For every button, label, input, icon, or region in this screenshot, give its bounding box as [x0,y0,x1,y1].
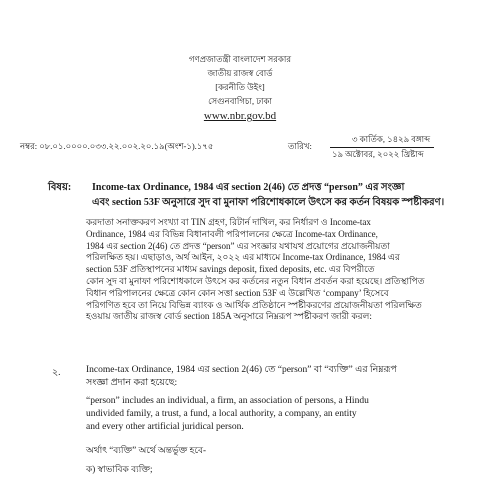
date-block [330,133,434,161]
office-address: সেগুনবাগিচা, ঢাকা [208,96,272,106]
paragraph-line: section 53F প্রতিস্থাপনের মাধ্যম savings deposit, fixed deposits, etc. এর বিপরীতে [86,264,375,275]
paragraph-line: কোন সুদ বা মুনাফা পরিশোধকালে উৎসে কর কর্তনের নতুন বিধান প্রবর্তন করা হয়েছে। প্রতিস্থাপিত [86,275,425,286]
paragraph-line: করদাতা সনাক্তকরণ সংখ্যা বা TIN গ্রহণ, রিটার্ন দাখিল, কর নির্ধারণ ও Income-tax [86,217,371,227]
memo-number: নম্বর: ০৮.০১.০০০০.০৩৩.২২.০০২.২০.১৯(অংশ-১).১৭৫ [20,141,214,151]
subject-line: এবং section 53F অনুসারে সুদ বা মুনাফা পরিশোধকালে উৎসে কর কর্তন বিষয়ক স্পষ্টীকরণ। [92,197,445,208]
reference-row [20,134,470,166]
board-name: জাতীয় রাজস্ব বোর্ড [207,68,273,78]
quote-line: “person” includes an individual, a firm, an association of persons, a Hindu [86,396,369,406]
paragraph-line: 1984 এর section 2(46) তে প্রদত্ত “person” এর সংজ্ঞার যথাযথ প্রয়োগের প্রয়োজনীয়তা [86,240,390,251]
quote-line: and every other artificial juridical person. [86,422,244,432]
website-link[interactable]: www.nbr.gov.bd [203,110,277,122]
paragraph-3: অর্থাৎ “ব্যক্তি” অর্থে অন্তর্ভুক্ত হবে- [86,445,207,455]
paragraph-1 [86,217,471,323]
date-label: তারিখ: [288,141,312,151]
paragraph-line: পরিলক্ষিত হয়। এছাড়াও, অর্থ আইন, ২০২২ এর মাধ্যমে Income-tax Ordinance, 1984 এর [86,252,400,263]
date-bangla: ৩ কার্তিক, ১৪২৯ বঙ্গাব্দ [330,133,434,148]
subject-text [92,180,468,210]
paragraph-line: Income-tax Ordinance, 1984 এর section 2(46) তে “person” বা “ব্যক্তি” এর নিম্নরূপ [86,365,397,375]
letterhead [130,52,350,124]
paragraph-line: বিধান পরিপালনের ক্ষেত্রে কোন কোন সত্তা section 53F এ উল্লেখিত ‘company’ হিসেবে [86,287,389,298]
subject-label: বিষয়: [48,182,72,193]
paragraph-2 [86,364,471,390]
paragraph-2-number: ২. [52,368,61,378]
subject-line: Income-tax Ordinance, 1984 এর section 2(46) তে প্রদত্ত “person” এর সংজ্ঞা [92,182,405,193]
paragraph-line: সংজ্ঞা প্রদান করা হয়েছে: [86,378,178,388]
paragraph-line: Ordinance, 1984 এর বিভিন্ন বিধানাবলী পরিপালনের ক্ষেত্রে Income-tax Ordinance, [86,228,378,239]
government-name: গণপ্রজাতন্ত্রী বাংলাদেশ সরকার [188,54,292,64]
paragraph-line: পরিগণিত হবে তা নিয়ে বিভিন্ন ব্যাংক ও আর্থিক প্রতিষ্ঠানে স্পষ্টীকরণের প্রয়োজনীয়তা পরিলক্ষিত [86,299,422,310]
quote-line: undivided family, a trust, a fund, a local authority, a company, an entity [86,409,357,419]
date-english: ১৯ অক্টোবর, ২০২২ খ্রিষ্টাব্দ [332,149,424,159]
definition-quote [86,395,471,434]
paragraph-line: হওয়ায় জাতীয় রাজস্ব বোর্ড section 185A অনুসারে নিম্নরূপ স্পষ্টীকরণ জারী করল: [86,311,372,322]
wing-name: [করনীতি উইং] [215,82,265,92]
paragraph-4: ক) স্বাভাবিক ব্যক্তি; [86,464,153,474]
